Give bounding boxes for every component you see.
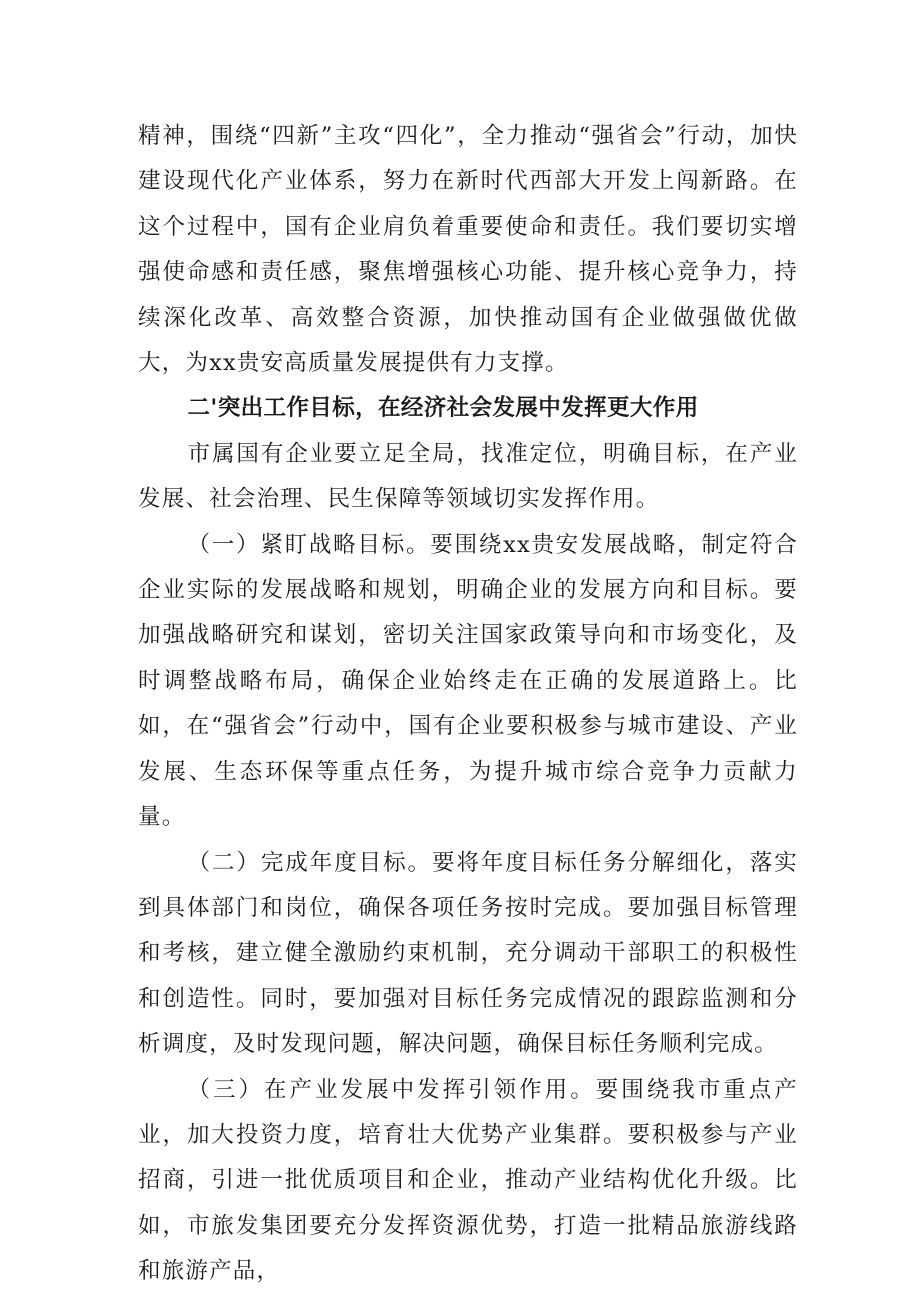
paragraph-intro: 市属国有企业要立足全局，找准定位，明确目标，在产业发展、社会治理、民生保障等领域切实发挥作用。 — [138, 440, 798, 513]
document-body — [138, 114, 798, 1295]
paragraph-annual-goal: （二）完成年度目标。要将年度目标任务分解细化，落实到具体部门和岗位，确保各项任务按时完成。要加强目标管理和考核，建立健全激励约束机制，充分调动干部职工的积极性和创造性。同时，要加强对目标任务完成情况的跟踪监测和分析调度，及时发现问题，解决问题，确保目标任务顺利完成。 — [138, 849, 798, 1058]
paragraph-continuation: 精神，围绕“四新”主攻“四化”，全力推动“强省会”行动，加快建设现代化产业体系，努力在新时代西部大开发上闯新路。在这个过程中，国有企业肩负着重要使命和责任。我们要切实增强使命感和责任感，聚焦增强核心功能、提升核心竞争力，持续深化改革、高效整合资源，加快推动国有企业做强做优做大，为xx贵安高质量发展提供有力支撑。 — [138, 123, 798, 377]
section-heading: 二'突出工作目标，在经济社会发展中发挥更大作用 — [187, 395, 699, 422]
paragraph-industry-role: （三）在产业发展中发挥引领作用。要围绕我市重点产业，加大投资力度，培育壮大优势产业集群。要积极参与产业招商，引进一批优质项目和企业，推动产业结构优化升级。比如，市旅发集团要充分发挥资源优势，打造一批精品旅游线路和旅游产品， — [138, 1076, 798, 1285]
paragraph-strategic-goal: （一）紧盯战略目标。要围绕xx贵安发展战略，制定符合企业实际的发展战略和规划，明确企业的发展方向和目标。要加强战略研究和谋划，密切关注国家政策导向和市场变化，及时调整战略布局，确保企业始终走在正确的发展道路上。比如，在“强省会”行动中，国有企业要积极参与城市建设、产业发展、生态环保等重点任务，为提升城市综合竞争力贡献力量。 — [138, 531, 798, 831]
